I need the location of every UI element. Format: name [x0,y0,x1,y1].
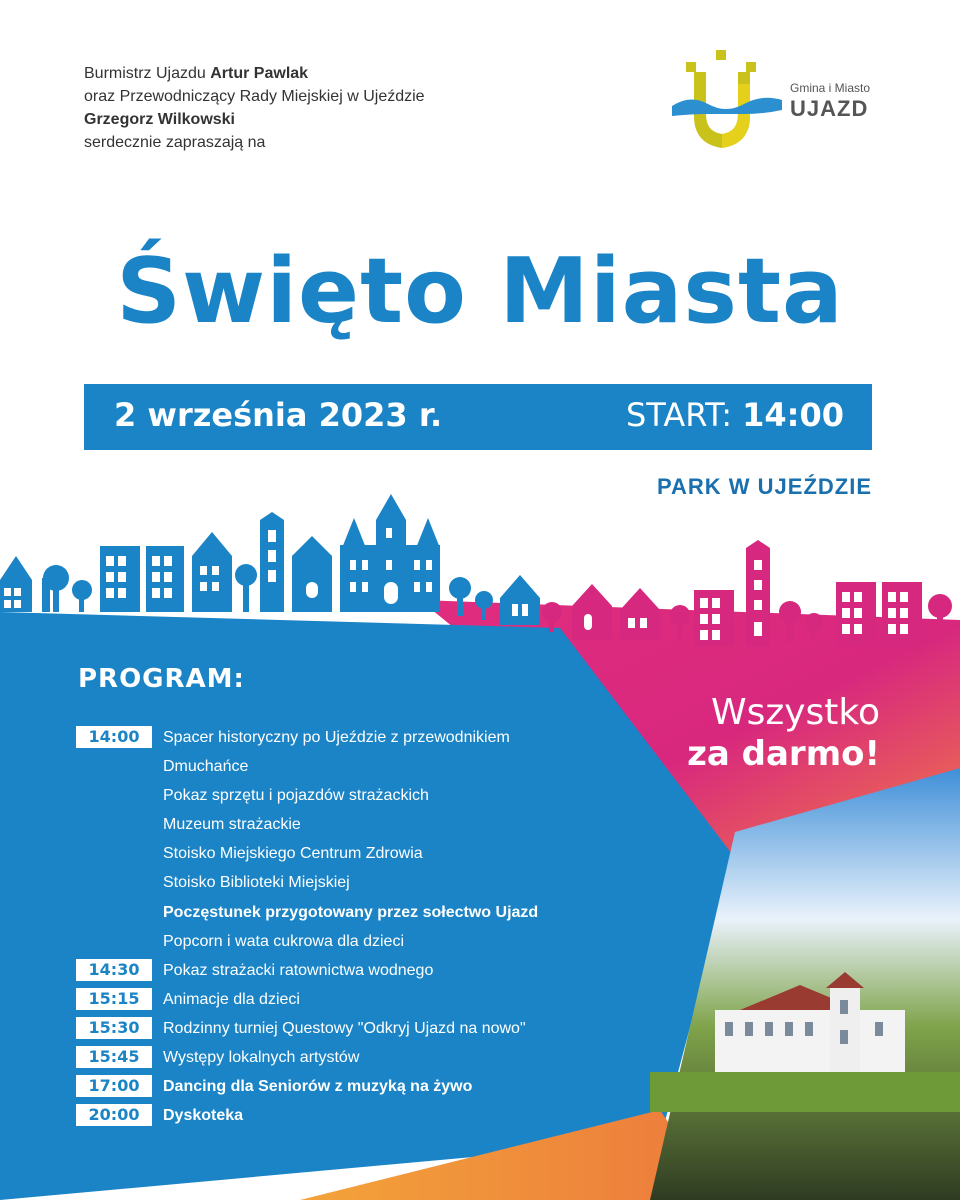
program-description: Rodzinny turniej Questowy "Odkryj Ujazd na nowo" [163,1019,526,1037]
program-heading: PROGRAM: [78,664,245,694]
program-description: Spacer historyczny po Ujeździe z przewodnikiem [163,729,510,746]
free-entry-note [687,692,880,774]
program-row [76,782,696,811]
program-row [76,1015,696,1044]
event-date: 2 września 2023 r. [114,396,443,434]
program-description: Animacje dla dzieci [163,990,300,1008]
program-row [76,986,696,1015]
program-description: Stoisko Biblioteki Miejskiej [163,874,350,892]
event-title: Święto Miasta [116,239,844,344]
program-row [76,899,696,928]
program-row [76,1102,696,1131]
program-row [76,811,696,840]
logo-line1: Gmina i Miasto [790,81,871,95]
program-description: Pokaz strażacki ratownictwa wodnego [163,961,434,979]
program-description: Dyskoteka [163,1107,244,1125]
ujazd-crest-icon [672,48,782,152]
program-row [76,928,696,957]
program-list [76,724,696,1131]
date-band [84,384,872,450]
invitation-text [84,62,425,154]
program-description: Poczęstunek przygotowany przez sołectwo Ujazd [163,903,539,921]
invite-line1-prefix: Burmistrz Ujazdu [84,65,211,82]
start-time: 14:00 [742,396,844,434]
program-time: 14:30 [76,959,152,981]
program-description: Stoisko Miejskiego Centrum Zdrowia [163,845,423,863]
start-label: START: [625,396,743,434]
program-time: 15:30 [76,1017,152,1039]
mayor-name: Artur Pawlak [210,65,309,82]
program-row [76,1073,696,1102]
start-time-label [626,396,844,434]
free-line2: za darmo! [687,734,880,774]
program-row [76,840,696,869]
program-time: 15:45 [76,1046,152,1068]
program-row [76,753,696,782]
program-row [76,724,696,753]
event-place: PARK W UJEŹDZIE [656,474,872,499]
program-description: Muzeum strażackie [163,816,301,834]
program-description: Popcorn i wata cukrowa dla dzieci [163,932,405,950]
program-row [76,869,696,898]
ujazd-logo [672,48,892,152]
program-time: 15:15 [76,988,152,1010]
program-description: Występy lokalnych artystów [163,1049,360,1067]
program-description: Dmuchańce [163,758,249,776]
program-row [76,1044,696,1073]
free-line1: Wszystko [710,692,880,733]
logo-line2: UJAZD [790,96,869,121]
program-time: 14:00 [76,726,152,748]
program-time: 20:00 [76,1104,152,1126]
invite-line2: oraz Przewodniczący Rady Miejskiej w Ujeździe [84,88,425,105]
chairman-name: Grzegorz Wilkowski [84,111,235,128]
program-time: 17:00 [76,1075,152,1097]
program-row [76,957,696,986]
program-description: Dancing dla Seniorów z muzyką na żywo [163,1078,473,1096]
program-description: Pokaz sprzętu i pojazdów strażackich [163,787,429,805]
invite-line4: serdecznie zapraszają na [84,134,266,151]
